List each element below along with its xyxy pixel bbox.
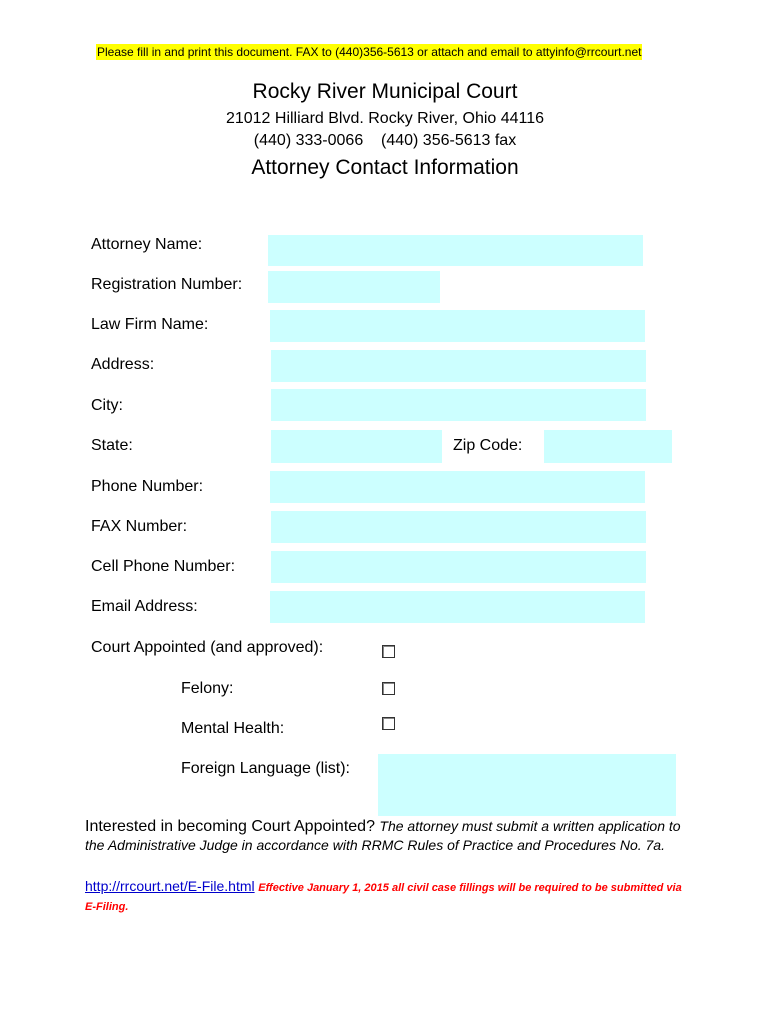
form-title: Attorney Contact Information bbox=[251, 156, 519, 179]
court-appointed-info bbox=[85, 817, 685, 855]
court-appointed-label: Court Appointed (and approved): bbox=[91, 639, 324, 656]
court-address: 21012 Hilliard Blvd. Rocky River, Ohio 44116 bbox=[225, 110, 545, 127]
phone-number-input[interactable] bbox=[270, 471, 645, 503]
state-label: State: bbox=[91, 437, 133, 454]
registration-number-input[interactable] bbox=[268, 271, 440, 303]
foreign-language-input[interactable] bbox=[378, 754, 676, 816]
foreign-language-label: Foreign Language (list): bbox=[181, 760, 350, 777]
zip-code-input[interactable] bbox=[544, 430, 672, 463]
fax-number-input[interactable] bbox=[271, 511, 646, 543]
interested-note: The attorney must submit a written application to the Administrative Judge in accordance with RRMC Rules of Practice and Procedures No. 7a. bbox=[85, 818, 681, 853]
efile-notice: Effective January 1, 2015 all civil case fillings will be required to be submitted via E-Filing. bbox=[85, 882, 682, 913]
city-label: City: bbox=[91, 397, 123, 414]
city-input[interactable] bbox=[271, 389, 646, 421]
cell-phone-number-label: Cell Phone Number: bbox=[91, 558, 236, 575]
attorney-name-label: Attorney Name: bbox=[91, 236, 203, 253]
felony-checkbox[interactable] bbox=[382, 682, 395, 695]
email-address-input[interactable] bbox=[270, 591, 645, 623]
zip-code-label: Zip Code: bbox=[453, 437, 523, 454]
mental-health-label: Mental Health: bbox=[181, 720, 285, 737]
cell-phone-number-input[interactable] bbox=[271, 551, 646, 583]
mental-health-checkbox[interactable] bbox=[382, 717, 395, 730]
efile-link[interactable]: http://rrcourt.net/E-File.html bbox=[85, 878, 255, 894]
registration-number-label: Registration Number: bbox=[91, 276, 243, 293]
state-input[interactable] bbox=[271, 430, 442, 463]
phone-number-label: Phone Number: bbox=[91, 478, 204, 495]
interested-heading: Interested in becoming Court Appointed? bbox=[85, 818, 375, 835]
attorney-name-input[interactable] bbox=[268, 235, 643, 266]
felony-label: Felony: bbox=[181, 680, 234, 697]
court-name: Rocky River Municipal Court bbox=[252, 80, 518, 103]
email-address-label: Email Address: bbox=[91, 598, 198, 615]
court-phones: (440) 333-0066 (440) 356-5613 fax bbox=[253, 132, 517, 149]
instructions-banner: Please fill in and print this document. FAX to (440)356-5613 or attach and email to attyinfo@rrcourt.net bbox=[97, 45, 642, 59]
address-input[interactable] bbox=[271, 350, 646, 382]
court-appointed-checkbox[interactable] bbox=[382, 645, 395, 658]
efile-info bbox=[85, 878, 685, 916]
address-label: Address: bbox=[91, 356, 155, 373]
law-firm-name-label: Law Firm Name: bbox=[91, 316, 209, 333]
fax-number-label: FAX Number: bbox=[91, 518, 188, 535]
law-firm-name-input[interactable] bbox=[270, 310, 645, 342]
